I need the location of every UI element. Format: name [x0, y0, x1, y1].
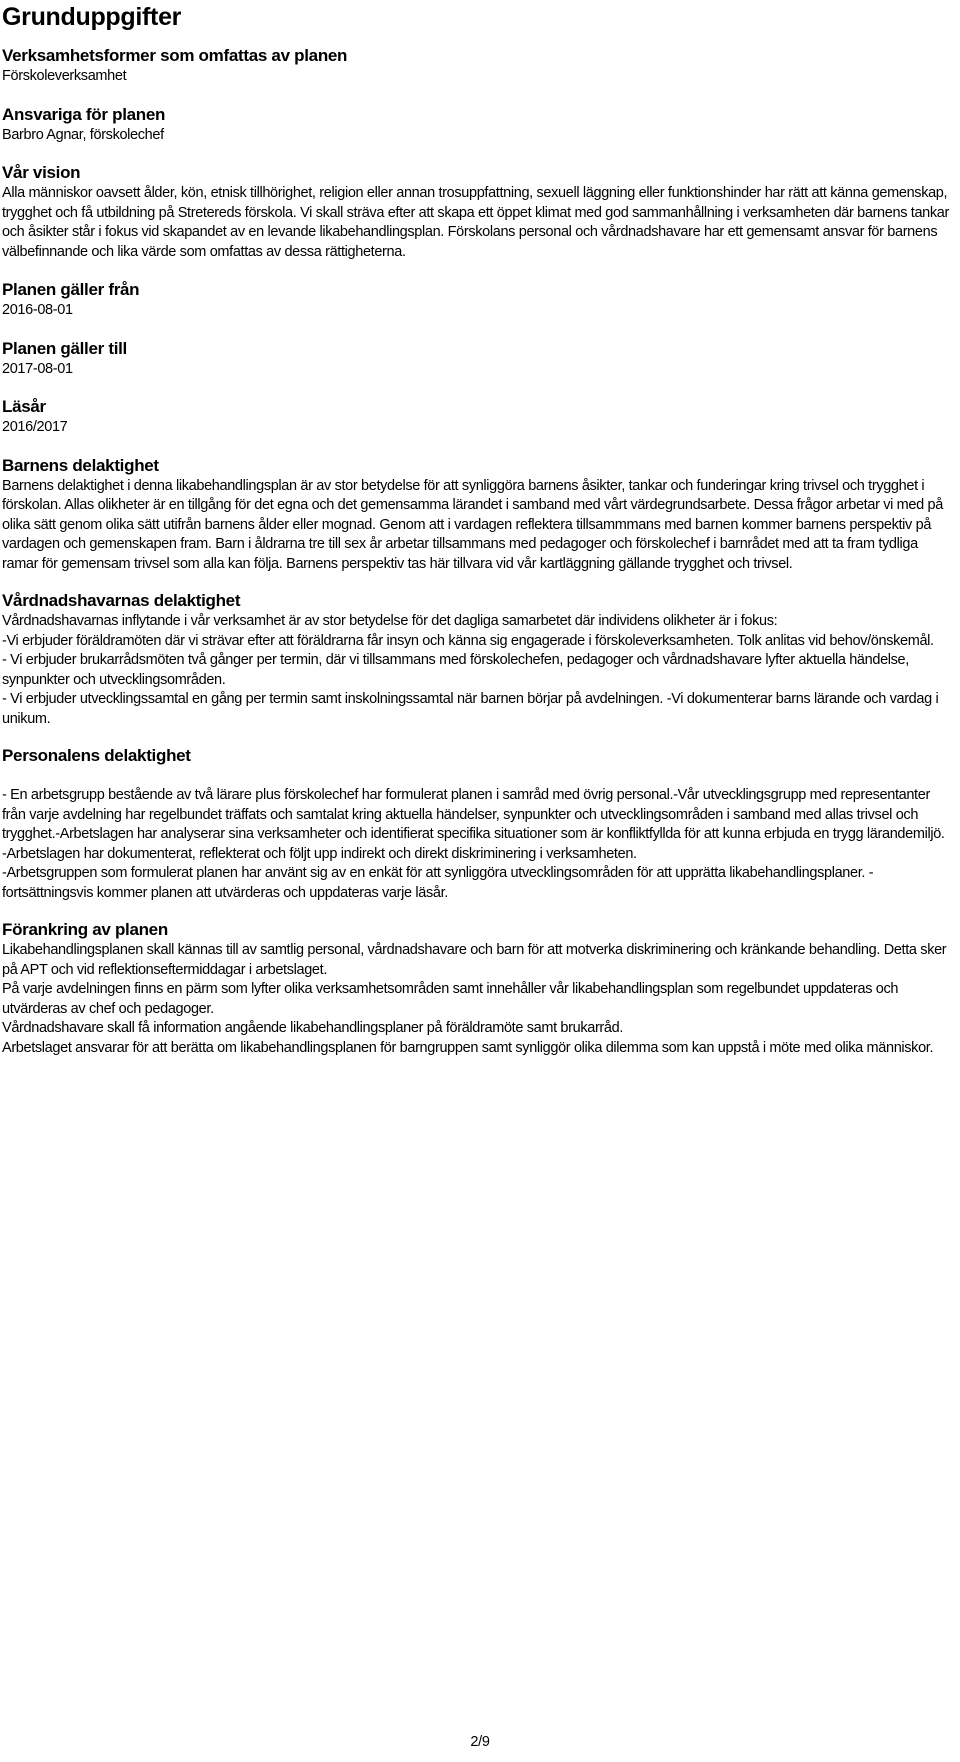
section-forankring [2, 919, 954, 1058]
section-body [2, 301, 954, 321]
paragraph: -Arbetslagen har dokumenterat, reflekterat och följt upp indirekt och direkt diskriminering i verksamheten. [2, 845, 637, 862]
section-body [2, 612, 954, 729]
section-body [2, 786, 954, 903]
paragraph: -Arbetsgruppen som formulerat planen har använt sig av en enkät för att synliggöra utvecklingsområden för att upprätta likabehandlingsplaner. - fortsättningsvis kommer planen att utvärderas och uppdateras varje läsår. [2, 865, 874, 901]
section-heading: Ansvariga för planen [2, 104, 166, 124]
section-personalens-delaktighet [2, 745, 954, 903]
paragraph: Vårdnadshavare skall få information angående likabehandlingsplaner på föräldramöte samt brukarråd. [2, 1020, 624, 1036]
section-heading: Barnens delaktighet [2, 455, 159, 475]
section-verksamhetsformer [2, 45, 954, 87]
section-galler-fran [2, 279, 954, 321]
section-body [2, 418, 954, 438]
paragraph: - En arbetsgrupp bestående av två lärare plus förskolechef har formulerat planen i samråd med övrig personal.-Vår utvecklingsgrupp med representanter från varje avdelning har regelbundet träffats och samtalat kring aktuella händelser, synpunkter och utvecklingsområden i samband med allas trivsel och trygghet.-Arbetslagen har analyserar sina verksamheter och identifierat specifika situationer som är konfliktfyllda för att kunna erbjuda en trygg lärandemiljö. [2, 787, 945, 842]
section-heading: Personalens delaktighet [2, 746, 191, 765]
section-body [2, 67, 954, 87]
paragraph: Arbetslaget ansvarar för att berätta om likabehandlingsplanen för barngruppen samt synliggör olika dilemma som kan uppstå i möte med olika människor. [2, 1039, 934, 1056]
paragraph: 2016-08-01 [2, 302, 73, 318]
paragraph: -Vi erbjuder föräldramöten där vi strävar efter att föräldrarna får insyn och känna sig engagerade i förskoleverksamheten. Tolk anlitas vid behov/önskemål. [2, 632, 934, 649]
paragraph: - Vi erbjuder utvecklingssamtal en gång per termin samt inskolningssamtal när barnen börjar på avdelningen. -Vi dokumenterar barns lärande och vardag i unikum. [2, 691, 939, 727]
paragraph: Alla människor oavsett ålder, kön, etnisk tillhörighet, religion eller annan trosuppfattning, sexuell läggning eller funktionshinder har rätt att känna gemenskap, trygghet och få utbildning på Stretereds förskola. Vi skall sträva efter att skapa ett öppet klimat med god sammanhållning i verksamheten där barnens tankar och åsikter står i fokus vid skapandet av en levande likabehandlingsplan. Förskolans personal och vårdnadshavare har ett gemensamt ansvar för barnens välbefinnande och lika värde som omfattas av dessa rättigheterna. [2, 185, 949, 260]
section-body [2, 360, 954, 380]
page-number: 2/9 [470, 1734, 490, 1750]
section-heading: Vår vision [2, 163, 81, 182]
document-title: Grunduppgifter [2, 3, 182, 31]
section-body [2, 184, 954, 262]
section-galler-till [2, 338, 954, 380]
paragraph: 2016/2017 [2, 419, 68, 435]
section-heading: Förankring av planen [2, 920, 168, 939]
paragraph: 2017-08-01 [2, 360, 73, 377]
section-heading: Planen gäller till [2, 338, 127, 358]
paragraph: Likabehandlingsplanen skall kännas till av samtlig personal, vårdnadshavare och barn för att motverka diskriminering och kränkande behandling. Detta sker på APT och vid reflektionseftermiddagar i arbetslaget. [2, 942, 947, 978]
paragraph: Förskoleverksamhet [2, 68, 127, 84]
paragraph: - Vi erbjuder brukarrådsmöten två gånger per termin, där vi tillsammans med förskolechefen, pedagoger och vårdnadshavare lyfter aktuella händelse, synpunkter och utvecklingsområden. [2, 652, 909, 688]
section-body [2, 477, 954, 575]
section-body [2, 126, 954, 146]
document-page [2, 0, 954, 1058]
paragraph: Barbro Agnar, förskolechef [2, 126, 164, 143]
section-barnens-delaktighet [2, 455, 954, 575]
section-vision [2, 162, 954, 262]
section-heading: Planen gäller från [2, 280, 140, 299]
section-vardnadshavarnas-delaktighet [2, 590, 954, 729]
section-heading: Vårdnadshavarnas delaktighet [2, 591, 241, 610]
section-lasar [2, 396, 954, 438]
section-heading: Läsår [2, 397, 46, 416]
section-heading: Verksamhetsformer som omfattas av planen [2, 46, 348, 65]
paragraph: Barnens delaktighet i denna likabehandlingsplan är av stor betydelse för att synliggöra barnens åsikter, tankar och funderingar kring trivsel och trygghet i förskolan. Allas olikheter är en tillgång för det egna och det gemensamma lärandet i samband med vårt värdegrundsarbete. Dessa frågor arbetar vi med på olika sätt genom olika sätt utifrån barnens ålder eller mognad. Genom att i vardagen reflektera tillsammmans med barnen kommer barnens perspektiv på vardagen och gemenskapen fram. Barn i åldrarna tre till sex år arbetar tillsammans med pedagoger och förskolechef i barnrådet med att ta fram tydliga ramar för gemensam trivsel som alla kan följa. Barnens perspektiv tas här tillvara vid vår kartläggning gällande trygghet och trivsel. [2, 477, 943, 572]
section-ansvariga [2, 104, 954, 146]
paragraph: Vårdnadshavarnas inflytande i vår verksamhet är av stor betydelse för det dagliga samarbetet där individens olikheter är i fokus: [2, 613, 778, 629]
paragraph: På varje avdelningen finns en pärm som lyfter olika verksamhetsområden samt innehåller vår likabehandlingsplan som regelbundet uppdateras och utvärderas av chef och pedagoger. [2, 981, 899, 1017]
section-body [2, 941, 954, 1058]
